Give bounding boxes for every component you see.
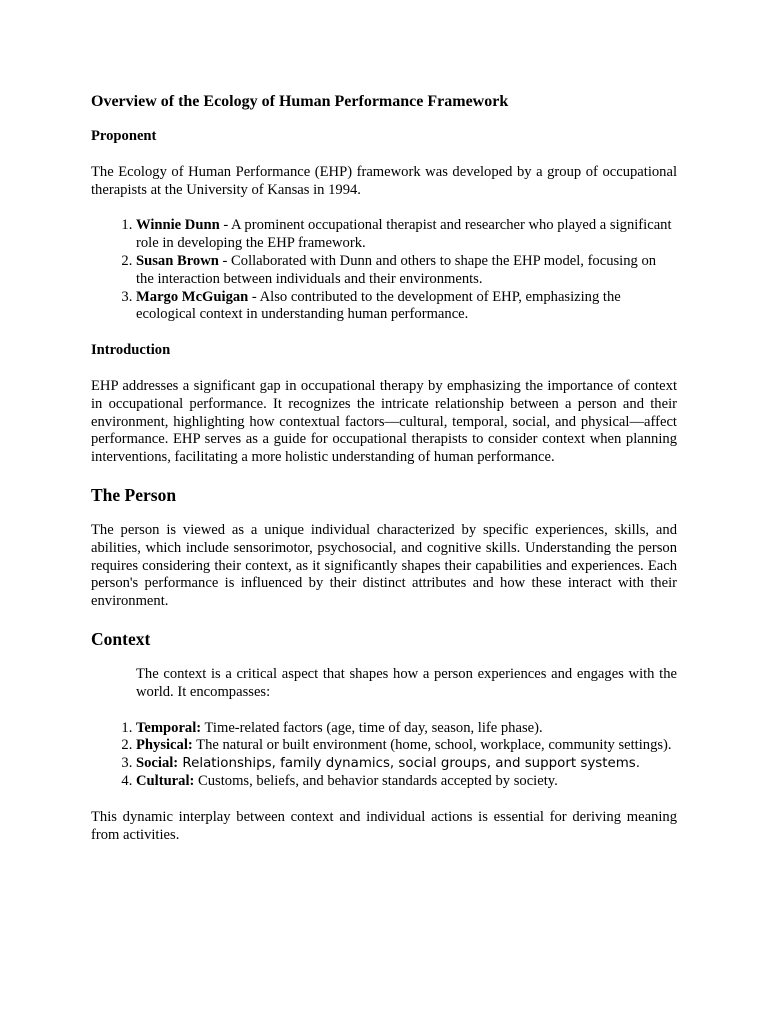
introduction-heading: Introduction — [91, 342, 171, 359]
context-item-desc: The natural or built environment (home, school, workplace, community settings). — [192, 737, 672, 754]
proponent-desc: - Also contributed to the development of EHP, emphasizing the ecological context in understanding human performance. — [136, 288, 621, 323]
list-item — [136, 755, 677, 773]
context-intro: The context is a critical aspect that shapes how a person experiences and engages with the world. It encompasses: — [136, 665, 677, 700]
proponent-name: Margo McGuigan — [136, 288, 249, 305]
list-item — [136, 737, 677, 755]
list-item — [136, 289, 677, 325]
context-item-desc: Time-related factors (age, time of day, season, life phase). — [201, 719, 543, 736]
context-item-desc: Relationships, family dynamics, social groups, and support systems. — [178, 756, 641, 772]
closing-text: This dynamic interplay between context and individual actions is essential for deriving meaning from activities. — [91, 808, 677, 843]
context-item-name: Social: — [136, 755, 179, 772]
context-item-name: Cultural: — [136, 772, 195, 789]
context-item-desc: Customs, beliefs, and behavior standards accepted by society. — [194, 772, 558, 789]
introduction-text: EHP addresses a significant gap in occupational therapy by emphasizing the importance of context in occupational performance. It recognizes the intricate relationship between a person and their environment, highlighting how contextual factors—cultural, temporal, social, and physical—affect performance. EHP serves as a guide for occupational therapists to consider context when planning interventions, facilitating a more holistic understanding of human performance. — [91, 377, 677, 466]
person-text: The person is viewed as a unique individual characterized by specific experiences, skills, and abilities, which include sensorimotor, psychosocial, and cognitive skills. Understanding the person requires considering their context, as it significantly shapes their capabilities and experiences. Each person's performance is influenced by their distinct attributes and how these interact with their environment. — [91, 521, 677, 610]
proponent-desc: - A prominent occupational therapist and researcher who played a significant role in developing the EHP framework. — [136, 217, 672, 252]
context-item-name: Physical: — [136, 737, 193, 754]
document-page — [91, 92, 677, 844]
proponent-name: Susan Brown — [136, 252, 219, 269]
context-item-name: Temporal: — [136, 719, 202, 736]
proponent-desc: - Collaborated with Dunn and others to shape the EHP model, focusing on the interaction between individuals and their environments. — [136, 252, 657, 287]
list-item — [136, 217, 677, 253]
person-heading: The Person — [91, 484, 177, 505]
proponent-name: Winnie Dunn — [136, 217, 220, 234]
list-item — [136, 773, 677, 791]
proponent-heading: Proponent — [91, 128, 157, 144]
list-item — [136, 253, 677, 289]
list-item — [136, 720, 677, 738]
context-heading: Context — [91, 628, 151, 649]
proponent-intro: The Ecology of Human Performance (EHP) framework was developed by a group of occupational therapists at the University of Kansas in 1994. — [91, 163, 677, 198]
document-title: Overview of the Ecology of Human Performance Framework — [91, 93, 509, 110]
proponent-list — [91, 217, 677, 324]
context-list — [91, 720, 677, 791]
